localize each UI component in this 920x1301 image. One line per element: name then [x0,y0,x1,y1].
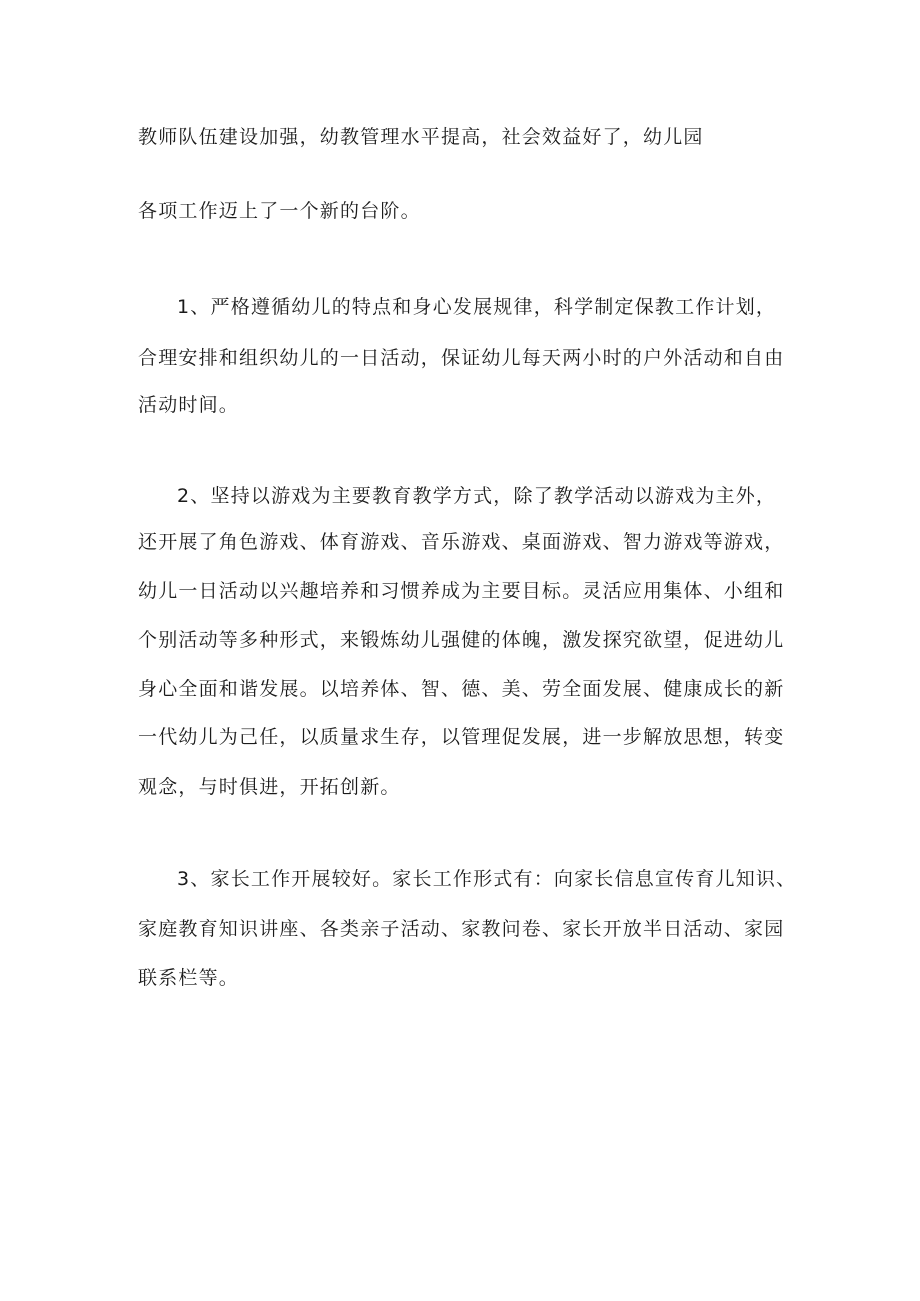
paragraph-line: 还开展了角色游戏、体育游戏、音乐游戏、桌面游戏、智力游戏等游戏， [138,531,785,553]
paragraph-line: 各项工作迈上了一个新的台阶。 [138,200,421,222]
paragraph-line: 联系栏等。 [138,967,240,989]
paragraph-line: 幼儿一日活动以兴趣培养和习惯养成为主要目标。灵活应用集体、小组和 [138,580,785,602]
paragraph-line: 1、严格遵循幼儿的特点和身心发展规律，科学制定保教工作计划， [177,296,777,318]
paragraph-line: 活动时间。 [138,394,240,416]
paragraph-line: 3、家长工作开展较好。家长工作形式有：向家长信息宣传育儿知识、 [177,868,797,890]
paragraph-line: 合理安排和组织幼儿的一日活动，保证幼儿每天两小时的户外活动和自由 [138,347,785,369]
paragraph-line: 观念，与时俱进，开拓创新。 [138,776,401,798]
paragraph-line: 教师队伍建设加强，幼教管理水平提高，社会效益好了，幼儿园 [138,126,704,148]
paragraph-line: 一代幼儿为己任，以质量求生存，以管理促发展，进一步解放思想，转变 [138,726,785,748]
paragraph-line: 家庭教育知识讲座、各类亲子活动、家教问卷、家长开放半日活动、家园 [138,918,785,940]
paragraph-line: 个别活动等多种形式，来锻炼幼儿强健的体魄，激发探究欲望，促进幼儿 [138,629,785,651]
paragraph-line: 身心全面和谐发展。以培养体、智、德、美、劳全面发展、健康成长的新 [138,678,785,700]
paragraph-line: 2、坚持以游戏为主要教育教学方式，除了教学活动以游戏为主外， [177,485,777,507]
